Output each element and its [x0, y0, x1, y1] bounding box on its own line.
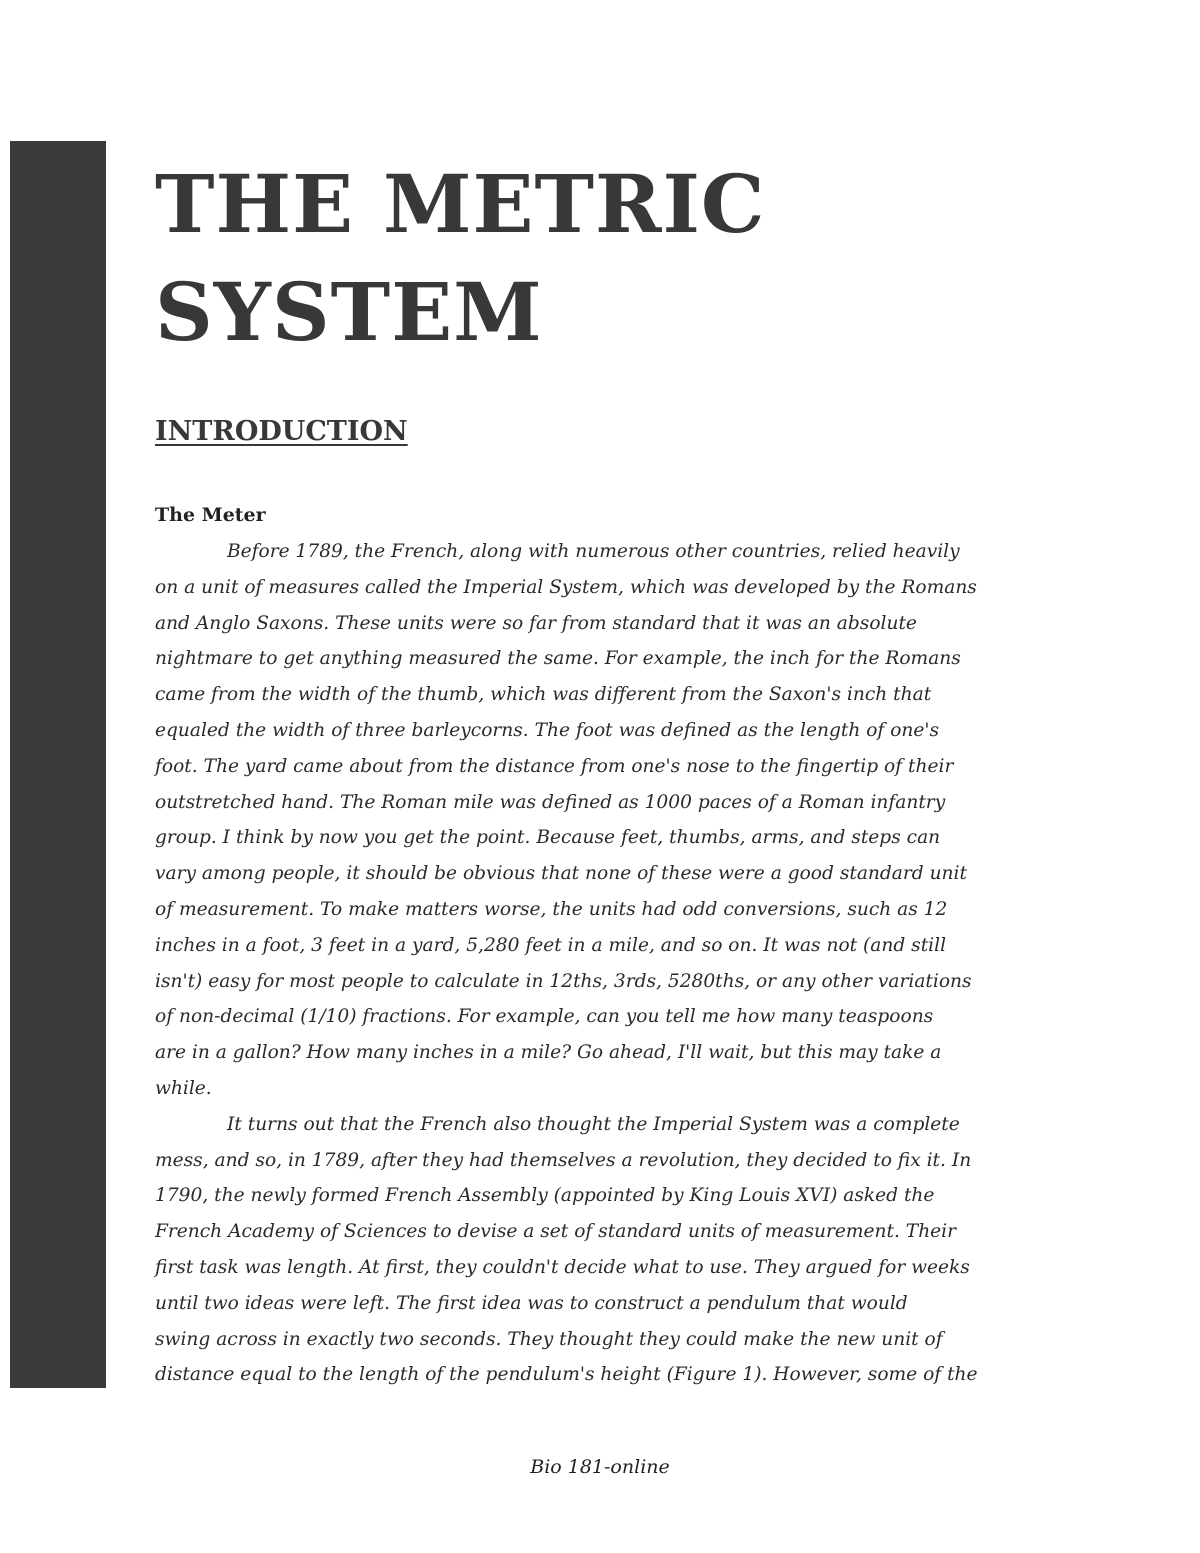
body-line: came from the width of the thumb, which was different from the Saxon's inch that	[155, 684, 932, 706]
body-line: French Academy of Sciences to devise a set of standard units of measurement. Their	[155, 1221, 957, 1243]
title-line: THE METRIC	[155, 157, 766, 251]
body-line: isn't) easy for most people to calculate in 12ths, 3rds, 5280ths, or any other variations	[155, 970, 972, 992]
body-line: first task was length. At first, they couldn't decide what to use. They argued for weeks	[155, 1256, 970, 1278]
section-heading: INTRODUCTION	[155, 416, 408, 447]
body-line: equaled the width of three barleycorns. The foot was defined as the length of one's	[155, 719, 940, 741]
body-line: of non-decimal (1/10) fractions. For example, can you tell me how many teaspoons	[155, 1006, 934, 1028]
body-line: while.	[155, 1077, 212, 1099]
body-line: nightmare to get anything measured the same. For example, the inch for the Romans	[155, 648, 961, 670]
body-line: outstretched hand. The Roman mile was defined as 1000 paces of a Roman infantry	[155, 791, 946, 813]
body-line: Before 1789, the French, along with numerous other countries, relied heavily	[227, 541, 960, 562]
body-text	[155, 534, 1005, 1393]
body-line: vary among people, it should be obvious that none of these were a good standard unit	[155, 863, 967, 885]
body-line: 1790, the newly formed French Assembly (appointed by King Louis XVI) asked the	[155, 1185, 935, 1207]
body-line: inches in a foot, 3 feet in a yard, 5,280 feet in a mile, and so on. It was not (and still	[155, 934, 947, 956]
body-line: until two ideas were left. The first idea was to construct a pendulum that would	[155, 1292, 908, 1314]
page-title	[155, 150, 766, 366]
body-line: It turns out that the French also thought the Imperial System was a complete	[227, 1113, 960, 1135]
side-bar-decoration	[10, 141, 106, 1388]
sub-heading: The Meter	[155, 504, 266, 526]
title-line: SYSTEM	[155, 265, 543, 359]
body-line: group. I think by now you get the point. Because feet, thumbs, arms, and steps can	[155, 827, 941, 849]
body-line: on a unit of measures called the Imperial System, which was developed by the Romans	[155, 576, 977, 598]
body-line: are in a gallon? How many inches in a mile? Go ahead, I'll wait, but this may take a	[155, 1042, 942, 1064]
body-line: swing across in exactly two seconds. They thought they could make the new unit of	[155, 1328, 943, 1350]
page-footer: Bio 181-online	[530, 1456, 670, 1478]
body-line: and Anglo Saxons. These units were so far from standard that it was an absolute	[155, 612, 917, 634]
body-line: distance equal to the length of the pendulum's height (Figure 1). However, some of the	[155, 1364, 978, 1386]
body-line: foot. The yard came about from the distance from one's nose to the fingertip of their	[155, 755, 954, 777]
body-line: of measurement. To make matters worse, the units had odd conversions, such as 12	[155, 898, 948, 920]
body-line: mess, and so, in 1789, after they had themselves a revolution, they decided to fix it. In	[155, 1149, 972, 1171]
